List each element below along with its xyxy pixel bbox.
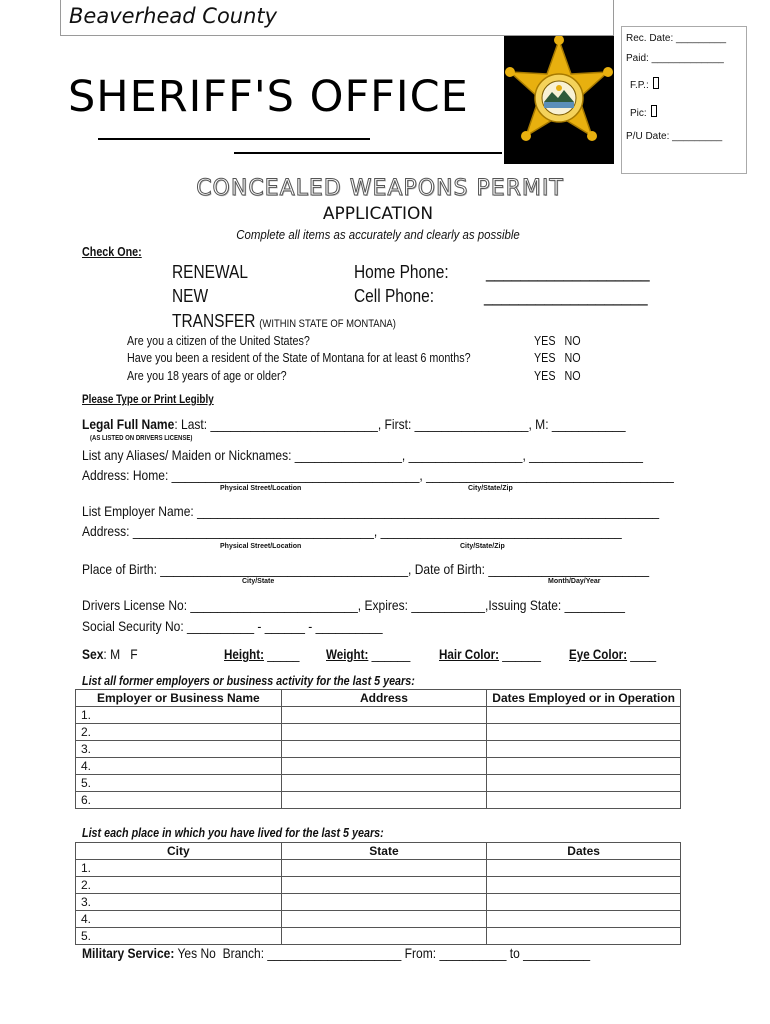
column-header: Dates Employed or in Operation: [487, 690, 681, 707]
state-cell[interactable]: [281, 928, 487, 945]
row-number-cell[interactable]: 4.: [76, 758, 282, 775]
sheriff-star-badge-icon: [504, 36, 614, 164]
ssn-field[interactable]: Social Security No: __________ - ______ - __________: [82, 618, 383, 634]
table-row: [76, 707, 681, 724]
state-cell[interactable]: [281, 911, 487, 928]
print-legibly-heading: Please Type or Print Legibly: [82, 394, 214, 406]
weight-field[interactable]: [326, 647, 410, 662]
county-header-box: [60, 0, 614, 36]
address-cell[interactable]: [281, 758, 487, 775]
row-number-cell[interactable]: 5.: [76, 775, 282, 792]
office-use-box: [621, 26, 747, 174]
paid-field[interactable]: Paid: _____________: [626, 53, 724, 64]
address-cell[interactable]: [281, 775, 487, 792]
dates-cell[interactable]: [487, 775, 681, 792]
table-row: [76, 724, 681, 741]
fp-field[interactable]: [630, 77, 659, 91]
question-citizen: Are you a citizen of the United States?: [127, 334, 310, 348]
state-cell[interactable]: [281, 860, 487, 877]
aliases-field[interactable]: List any Aliases/ Maiden or Nicknames: ________________, _________________, _________________: [82, 447, 643, 463]
county-name: Beaverhead County: [69, 4, 278, 28]
hair-color-field[interactable]: [439, 647, 541, 662]
hair-color-input[interactable]: ______: [502, 647, 541, 662]
address-cell[interactable]: [281, 741, 487, 758]
table-row: [76, 894, 681, 911]
weight-input[interactable]: ______: [371, 647, 411, 662]
city-state-caption: City/State: [242, 578, 275, 585]
rec-date-field[interactable]: Rec. Date: _________: [626, 33, 727, 44]
physical-street-caption: Physical Street/Location: [220, 485, 302, 492]
residences-heading: List each place in which you have lived for the last 5 years:: [82, 826, 384, 840]
military-no-label: No: [200, 945, 216, 961]
city-state-zip-caption: City/State/Zip: [468, 485, 513, 492]
yes-label: YES: [534, 334, 556, 348]
legal-name-input[interactable]: : Last: _________________________, First: _________________, M: ___________: [174, 416, 626, 432]
dates-cell[interactable]: [487, 758, 681, 775]
transfer-option: [172, 311, 396, 332]
renewal-label: RENEWAL: [172, 262, 248, 282]
home-phone-label: Home Phone:: [354, 262, 449, 282]
fp-label: F.P.:: [630, 80, 649, 91]
row-number-cell[interactable]: 3.: [76, 741, 282, 758]
table-row: [76, 741, 681, 758]
city-cell[interactable]: 5.: [76, 928, 282, 945]
dates-cell[interactable]: [487, 792, 681, 809]
employers-heading: List all former employers or business activity for the last 5 years:: [82, 674, 415, 688]
dates-cell[interactable]: [487, 707, 681, 724]
city-state-zip-caption: City/State/Zip: [460, 543, 505, 550]
fp-checkbox[interactable]: [653, 77, 659, 89]
physical-street-caption: Physical Street/Location: [220, 543, 302, 550]
pic-label: Pic:: [630, 108, 647, 119]
row-number-cell[interactable]: 2.: [76, 724, 282, 741]
no-label: NO: [564, 334, 581, 348]
yes-label: YES: [534, 369, 556, 383]
citizen-yes-no[interactable]: [534, 334, 581, 348]
table-row: [76, 792, 681, 809]
hair-color-label: Hair Color:: [439, 647, 499, 662]
weight-label: Weight:: [326, 647, 369, 662]
office-title: SHERIFF'S OFFICE: [68, 72, 469, 122]
military-service-field[interactable]: [82, 945, 590, 961]
dates-cell[interactable]: [487, 911, 681, 928]
age-yes-no[interactable]: [534, 369, 581, 383]
month-day-year-caption: Month/Day/Year: [548, 578, 601, 585]
instructions-text: Complete all items as accurately and clearly as possible: [236, 227, 520, 242]
city-cell[interactable]: 4.: [76, 911, 282, 928]
branch-dates-input[interactable]: Branch: ____________________ From: __________ to __________: [222, 945, 591, 961]
height-field[interactable]: [224, 647, 300, 662]
resident-yes-no[interactable]: [534, 351, 581, 365]
state-cell[interactable]: [281, 894, 487, 911]
city-cell[interactable]: 1.: [76, 860, 282, 877]
application-title: APPLICATION: [322, 204, 434, 224]
yes-label: YES: [534, 351, 556, 365]
residences-table: [75, 842, 681, 945]
column-header: State: [281, 843, 487, 860]
no-label: NO: [564, 351, 581, 365]
row-number-cell[interactable]: 1.: [76, 707, 282, 724]
drivers-license-field[interactable]: Drivers License No: _________________________, Expires: ___________,Issuing State: _________: [82, 597, 625, 613]
dates-cell[interactable]: [487, 741, 681, 758]
eye-color-field[interactable]: [569, 647, 656, 662]
column-header: Address: [281, 690, 487, 707]
employers-table: [75, 689, 681, 809]
male-label: M: [110, 646, 121, 662]
no-label: NO: [564, 369, 581, 383]
height-input[interactable]: _____: [267, 647, 300, 662]
pic-checkbox[interactable]: [651, 105, 657, 117]
eye-color-label: Eye Color:: [569, 647, 628, 662]
table-row: [76, 877, 681, 894]
employer-address-field[interactable]: Address: ____________________________________, ____________________________________: [82, 523, 622, 539]
pic-field[interactable]: [630, 105, 657, 119]
title-rule-2: [234, 152, 502, 154]
address-cell[interactable]: [281, 707, 487, 724]
permit-title: CONCEALED WEAPONS PERMIT: [196, 176, 564, 201]
table-row: [76, 911, 681, 928]
question-age: Are you 18 years of age or older?: [127, 369, 287, 383]
dates-cell[interactable]: [487, 894, 681, 911]
dates-cell[interactable]: [487, 860, 681, 877]
transfer-label: TRANSFER: [172, 311, 256, 331]
legal-name-label: Legal Full Name: [82, 416, 175, 432]
dates-cell[interactable]: [487, 877, 681, 894]
cell-phone-input[interactable]: ___________________: [484, 286, 648, 306]
table-row: [76, 775, 681, 792]
table-row: [76, 758, 681, 775]
as-listed-note: (AS LISTED ON DRIVERS LICENSE): [90, 435, 193, 442]
height-label: Height:: [224, 647, 264, 662]
column-header: City: [76, 843, 282, 860]
employer-name-field[interactable]: List Employer Name: _____________________________________________________________________: [82, 503, 660, 519]
table-header-row: [76, 690, 681, 707]
birth-field[interactable]: Place of Birth: _____________________________________, Date of Birth: ________________________: [82, 561, 650, 577]
military-yes-label: Yes: [177, 945, 198, 961]
column-header: Dates: [487, 843, 681, 860]
home-address-field[interactable]: Address: Home: _____________________________________, _____________________________________: [82, 467, 674, 483]
check-one-label: Check One:: [82, 245, 142, 259]
address-cell[interactable]: [281, 724, 487, 741]
cell-phone-label: Cell Phone:: [354, 286, 435, 306]
sex-label: Sex: [82, 646, 104, 662]
sex-field[interactable]: Sex: M F: [82, 646, 138, 662]
transfer-note: (WITHIN STATE OF MONTANA): [259, 318, 396, 330]
new-label: NEW: [172, 286, 209, 306]
dates-cell[interactable]: [487, 928, 681, 945]
pu-date-field[interactable]: P/U Date: _________: [626, 131, 723, 142]
table-row: [76, 928, 681, 945]
state-cell[interactable]: [281, 877, 487, 894]
female-label: F: [130, 646, 138, 662]
row-number-cell[interactable]: 6.: [76, 792, 282, 809]
dates-cell[interactable]: [487, 724, 681, 741]
column-header: Employer or Business Name: [76, 690, 282, 707]
table-header-row: [76, 843, 681, 860]
city-cell[interactable]: 2.: [76, 877, 282, 894]
legal-name-field[interactable]: [82, 416, 626, 432]
military-service-label: Military Service:: [82, 945, 175, 961]
home-phone-input[interactable]: ___________________: [486, 262, 650, 282]
table-row: [76, 860, 681, 877]
address-cell[interactable]: [281, 792, 487, 809]
eye-color-input[interactable]: ____: [630, 647, 657, 662]
question-resident: Have you been a resident of the State of Montana for at least 6 months?: [127, 351, 471, 365]
city-cell[interactable]: 3.: [76, 894, 282, 911]
title-rule-1: [98, 138, 370, 140]
